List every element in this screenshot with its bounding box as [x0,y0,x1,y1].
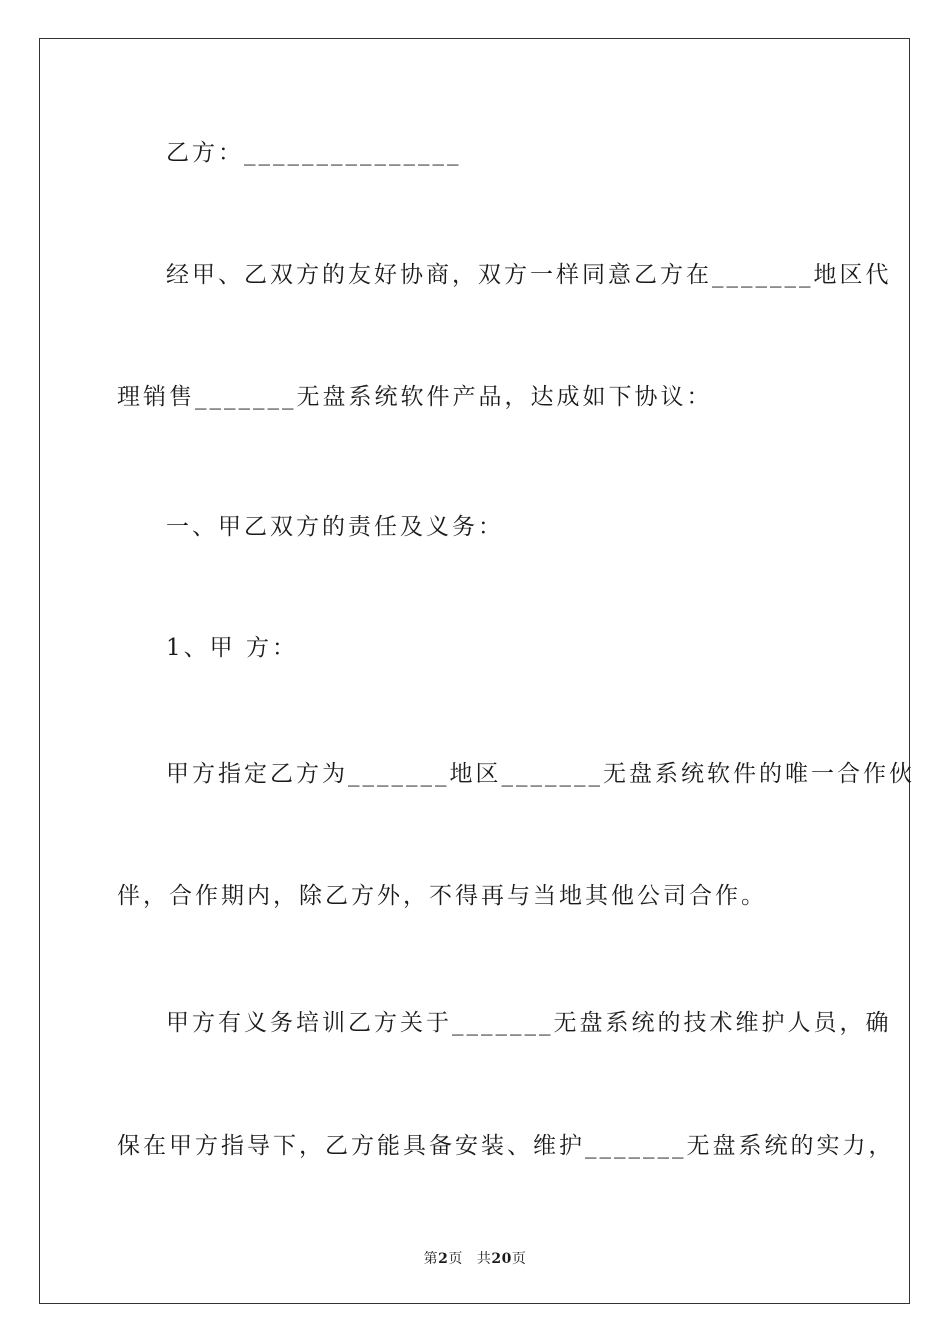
footer-total-number: 20 [491,1251,512,1267]
party-b-line: 乙方：_______________ [166,140,462,166]
section-heading-1: 一、甲乙双方的责任及义务： [166,514,504,540]
footer-page-number: 2 [438,1251,449,1267]
paragraph-partner-line-2: 伴，合作期内，除乙方外，不得再与当地其他公司合作。 [117,883,767,909]
paragraph-training-line-2: 保在甲方指导下，乙方能具备安装、维护_______无盘系统的实力， [117,1133,895,1159]
footer-total-prefix: 共 [476,1251,492,1267]
page-frame [39,38,910,1304]
paragraph-intro-line-1: 经甲、乙双方的友好协商，双方一样同意乙方在_______地区代 [166,262,892,288]
footer-total-suffix: 页 [511,1251,527,1267]
subsection-heading-party-a: 1、甲 方： [166,635,298,661]
paragraph-intro-line-2: 理销售_______无盘系统软件产品，达成如下协议： [117,384,713,410]
footer-page-prefix: 第 [423,1251,439,1267]
page-footer [0,1248,950,1268]
paragraph-training-line-1: 甲方有义务培训乙方关于_______无盘系统的技术维护人员，确 [166,1010,892,1036]
footer-page-suffix: 页 [448,1251,463,1267]
paragraph-partner-line-1: 甲方指定乙方为_______地区_______无盘系统软件的唯一合作伙 [166,761,915,787]
